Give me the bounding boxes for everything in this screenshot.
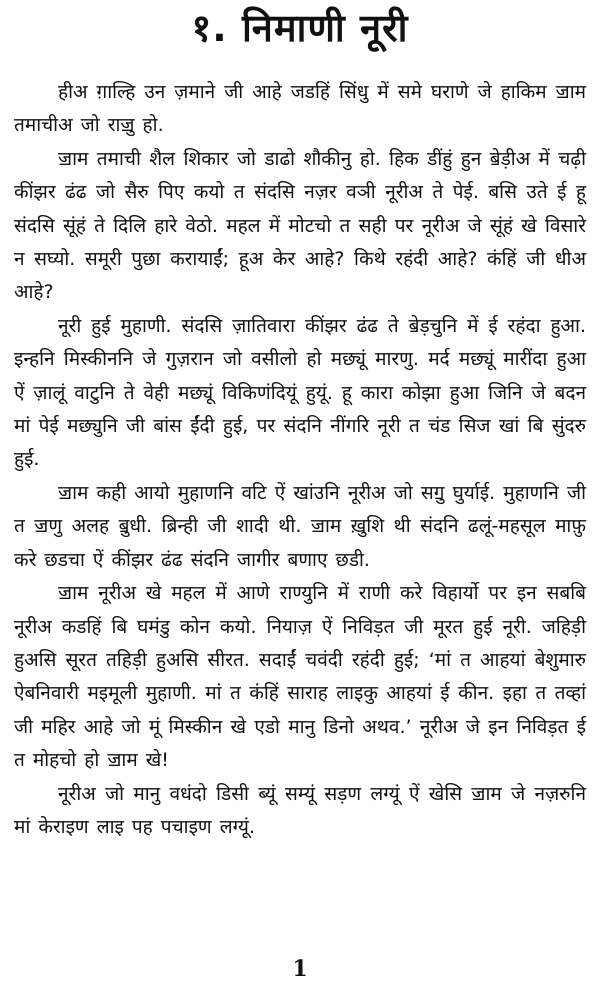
paragraph: नूरी हुई मुहाणी. संदसि ज़ातिवारा कींझर ढंढ ते ॿेड़चुनि में ई रहंदा हुआ. इन्हनि मिस्कीननि जे गुज़रान जो वसीलो हो मछ्यूं मारणु. मर्द मछ्यूं मारींदा हुआ ऐं ज़ालूं वाटुनि ते वेही मछ्यूं विकिणंदियूं हुयूं. हू कारा कोझा हुआ जिनि जे बदन मां पेई मछ्युनि जी बांस ईंदी हुई, पर संदनि नींगरि नूरी त चंड सिज खां बि सुंदरु हुई. bbox=[14, 314, 586, 471]
paragraph: हीअ ग़ाल्हि उन ज़माने जी आहे जडहिं सिंधु में समे घराणे जे हाकिम ॼाम तमाचीअ जो राॼु हो. bbox=[14, 81, 586, 137]
paragraph: ॼाम तमाची शैल शिकार जो डाढो शौकीनु हो. हिक डींहुं हुन ॿेड़ीअ में चढ़ी कींझर ढंढ जो सैरु पिए कयो त संदसि नज़र वञी नूरीअ ते पेई. बसि उते ई हू संदसि सूंहं ते दिलि हारे वेठो. महल में मोटचो त सही पर नूरीअ जे सूंहं खे विसारे न सघ्यो. समूरी पुछा करायाईं; हूअ केर आहे? किथे रहंदी आहे? कंहिं जी धीअ आहे? bbox=[14, 147, 586, 304]
paragraph: ॼाम नूरीअ खे महल में आणे राण्युनि में राणी करे विहार्यो पर इन सबबि नूरीअ कडहिं बि घमंडु कोन कयो. नियाज़ ऐं निविड़त जी मूरत हुई नूरी. जहिड़ी हुअसि सूरत तहिड़ी हुअसि सीरत. सदाईं चवंदी रहंदी हुई; ‘मां त आहयां बेशुमारु ऐबनिवारी मइमूली मुहाणी. मां त कंहिं साराह लाइकु आहयां ई कीन. इहा त तव्हां जी महिर आहे जो मूं मिस्कीन खे एडो मानु डिनो अथव.’ नूरीअ जे इन निविड़त ई त मोहचो हो ॼाम खे! bbox=[14, 582, 586, 772]
page-number: 1 bbox=[292, 956, 308, 982]
paragraph: ॼाम कही आयो मुहाणनि वटि ऐं खांउनि नूरीअ जो सॻु घुर्याई. मुहाणनि जी त ॼणु अलह ॿुधी. ब्रिन्ही जी शादी थी. ॼाम ख़ुशि थी संदनि ढलूं-महसूल माफ़ु करे छडचा ऐं कींझर ढंढ संदनि जागीर बणाए छडी. bbox=[14, 481, 586, 571]
paragraph: नूरीअ जो मानु वधंदो डिसी ब्यूं सम्यूं सड़ण लग्यूं ऐं खेसि ॼाम जे नज़रुनि मां केराइण लाइ पह पचाइण लग्यूं. bbox=[14, 782, 586, 838]
chapter-title: १. निमाणी नूरी bbox=[191, 6, 409, 50]
